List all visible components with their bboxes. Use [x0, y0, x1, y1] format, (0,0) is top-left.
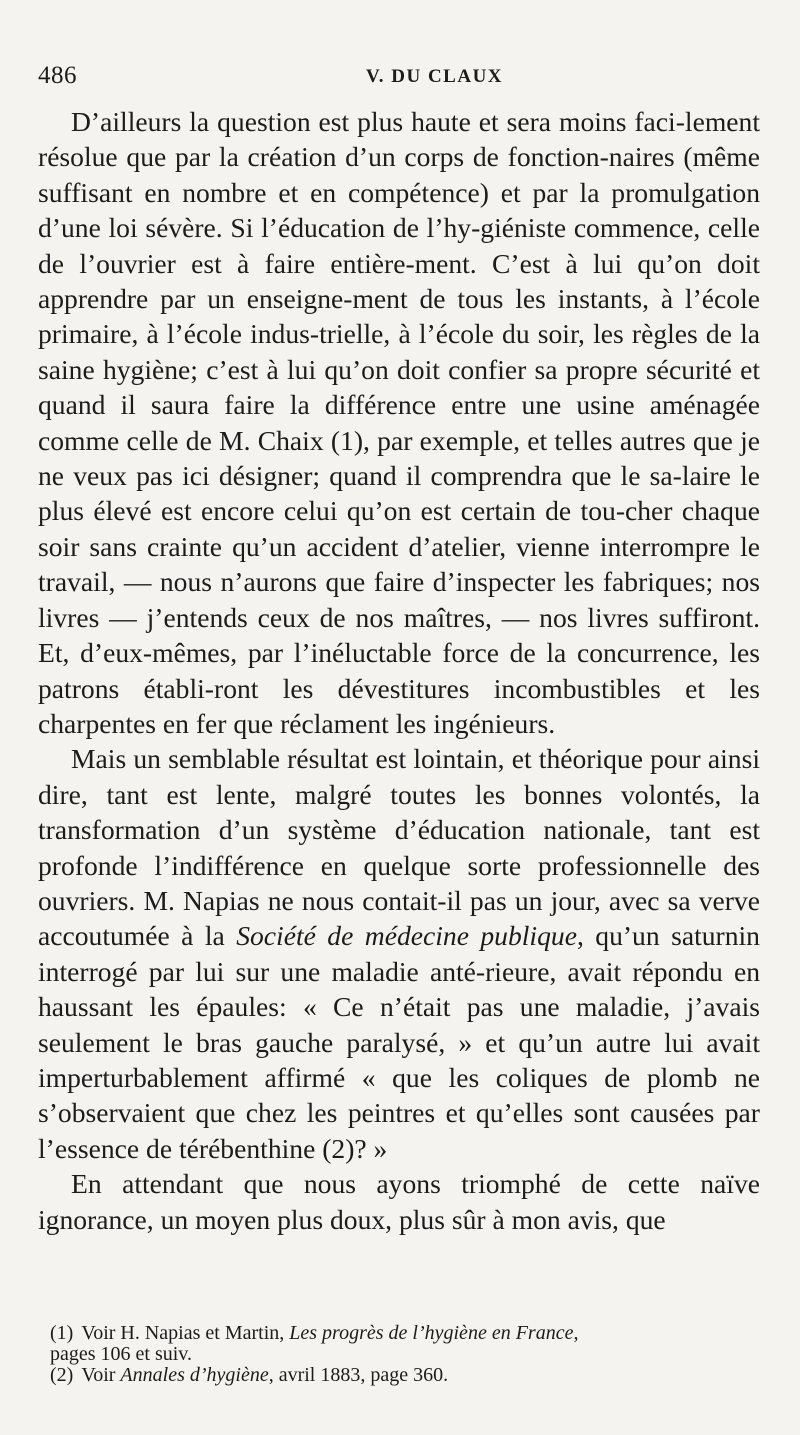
footnote-1-text-start: Voir H. Napias et Martin, [81, 1322, 290, 1344]
page-header [38, 62, 762, 102]
footnotes [50, 1323, 762, 1386]
footnote-2-italic-title: Annales d’hygiène [120, 1364, 269, 1386]
paragraph-2-text-end: , qu’un saturnin interrogé par lui sur une maladie anté-rieure, avait répondu en haussant les épaules: « Ce n’était pas une maladie, j’avais seulement le bras gauche paralysé, » et qu’un autre lui avait imperturbablement affirmé « que les coliques de plomb ne s’observaient que chez les peintres et qu’elles sont causées par l’essence de térébenthine (2)? » [38, 920, 760, 1164]
footnote-2-text-end: , avril 1883, page 360. [268, 1364, 449, 1386]
page-number: 486 [38, 62, 77, 89]
paragraph-1: D’ailleurs la question est plus haute et sera moins faci-lement résolue que par la création d’un corps de fonction-naires (même suffisant en nombre et en compétence) et par la promulgation d’une loi sévère. Si l’éducation de l’hy-giéniste commence, celle de l’ouvrier est à faire entière-ment. C’est à lui qu’on doit apprendre par un enseigne-ment de tous les instants, à l’école primaire, à l’école indus-trielle, à l’école du soir, les règles de la saine hygiène; c’est à lui qu’on doit confier sa propre sécurité et quand il saura faire la différence entre une usine aménagée comme celle de M. Chaix (1), par exemple, et telles autres que je ne veux pas ici désigner; quand il comprendra que le sa-laire le plus élevé est encore celui qu’on est certain de tou-cher chaque soir sans crainte qu’un accident d’atelier, vienne interrompre le travail, — nous n’aurons que faire d’inspecter les fabriques; nos livres — j’entends ceux de nos maîtres, — nos livres suffiront. Et, d’eux-mêmes, par l’inéluctable force de la concurrence, les patrons établi-ront les dévestitures incombustibles et les charpentes en fer que réclament les ingénieurs. [38, 106, 760, 739]
footnote-2 [50, 1365, 762, 1386]
running-head: V. DU CLAUX [366, 66, 504, 87]
footnote-1-text-end: , [573, 1322, 579, 1344]
paragraph-2-italic-society: Société de médecine publique [236, 920, 577, 952]
footnote-1-italic-title: Les progrès de l’hygiène en France [289, 1322, 574, 1344]
footnote-2-marker: (2) [50, 1364, 74, 1386]
footnote-1-pages: pages 106 et suiv. [50, 1343, 193, 1365]
footnote-1-marker: (1) [50, 1322, 74, 1344]
paragraph-2 [38, 741, 760, 1166]
paragraph-2-text-start: Mais un semblable résultat est lointain, et théorique pour ainsi dire, tant est lente, malgré toutes les bonnes volontés, la transformation d’un système d’éducation nationale, tant est profonde l’indifférence en quelque sorte professionnelle des ouvriers. M. Napias ne nous contait-il pas un jour, avec sa verve accoutumée à la [38, 743, 760, 952]
footnote-1 [50, 1323, 762, 1365]
paragraph-3: En attendant que nous ayons triomphé de cette naïve ignorance, un moyen plus doux, plus sûr à mon avis, que [38, 1168, 760, 1235]
body-text [38, 104, 760, 1237]
footnote-2-text-start: Voir [81, 1364, 121, 1386]
